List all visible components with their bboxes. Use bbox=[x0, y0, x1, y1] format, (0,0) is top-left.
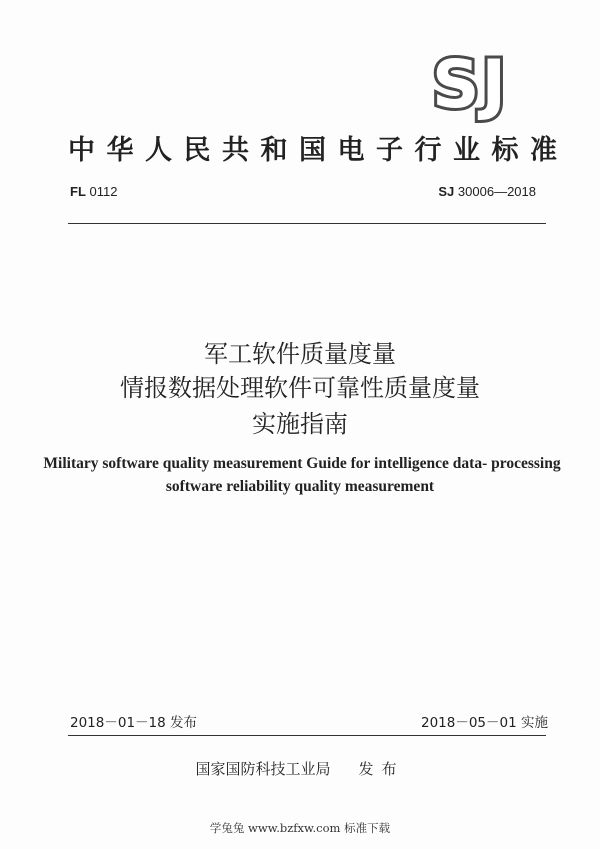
sj-number: 30006—2018 bbox=[457, 184, 536, 199]
watermark-text: 学兔兔 www.bzfxw.com 标准下载 bbox=[209, 821, 391, 835]
title-en-line-1: Military software quality measurement Guide for intelligence data- processing bbox=[43, 455, 561, 472]
title-cn-line-3: 实施指南 bbox=[252, 410, 348, 438]
title-cn-line-2: 情报数据处理软件可靠性质量度量 bbox=[120, 374, 480, 402]
top-divider bbox=[68, 223, 546, 224]
publish-word: 发布 bbox=[358, 760, 405, 778]
sj-logo: SJ bbox=[432, 46, 509, 123]
bottom-divider bbox=[68, 735, 546, 736]
fl-classification-code bbox=[70, 184, 117, 199]
title-en-line-2: software reliability quality measurement bbox=[165, 478, 435, 495]
fl-label: FL bbox=[70, 184, 86, 199]
publisher-name: 国家国防科技工业局 bbox=[195, 760, 331, 778]
fl-number: 0112 bbox=[89, 184, 118, 199]
standard-category-heading: 中华人民共和国电子行业标准 bbox=[68, 135, 569, 166]
sj-standard-code bbox=[438, 184, 536, 199]
issue-date: 2018－01－18 发布 bbox=[70, 715, 198, 731]
title-cn-line-1: 军工软件质量度量 bbox=[204, 340, 396, 368]
implementation-date: 2018－05－01 实施 bbox=[420, 715, 548, 731]
publisher-line bbox=[0, 758, 600, 779]
sj-label: SJ bbox=[438, 184, 455, 199]
